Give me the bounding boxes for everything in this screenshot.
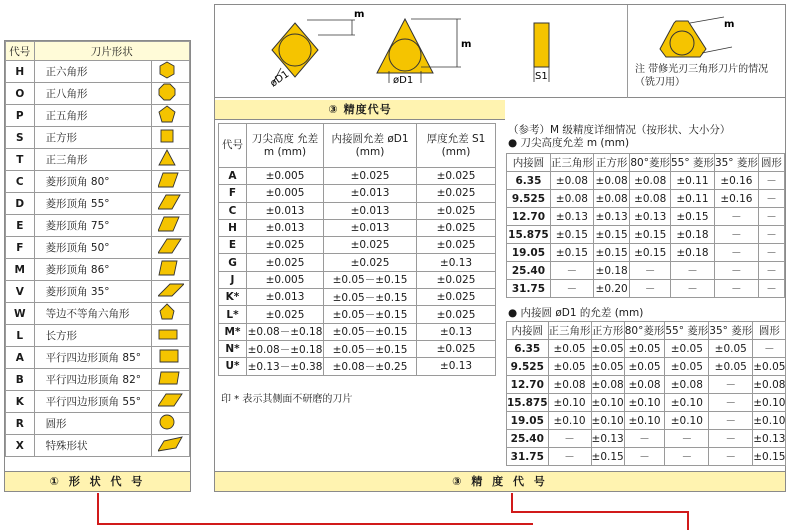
tol-s1: ±0.025 [417, 271, 496, 288]
shape-code: P [6, 105, 35, 127]
ref-value: ±0.15 [593, 226, 629, 244]
ref-value: ±0.16 [714, 190, 758, 208]
tol-code: N* [219, 340, 247, 357]
tolerance-row [219, 202, 496, 219]
ref-value: － [758, 280, 784, 298]
tol-code: C [219, 202, 247, 219]
rhombus-55-icon [152, 193, 190, 215]
shape-name: 等边不等角六角形 [34, 303, 152, 325]
ref-header: 正三角形 [550, 154, 593, 172]
shape-row [6, 127, 190, 149]
label-m-4: m [724, 19, 735, 30]
ref-value: ±0.05 [591, 358, 624, 376]
ref-row [507, 358, 786, 376]
ref-value: ±0.08 [550, 172, 593, 190]
ref-header: 内接圆 [507, 154, 551, 172]
tol-d1: ±0.013 [324, 219, 417, 236]
shape-code: F [6, 237, 35, 259]
shape-row [6, 83, 190, 105]
shape-code-footer: ① 形 状 代 号 [5, 471, 190, 491]
ref-value: － [714, 226, 758, 244]
ref-value: － [548, 448, 591, 466]
shape-code: B [6, 369, 35, 391]
ref-value: － [550, 280, 593, 298]
ref-size: 15.875 [507, 394, 549, 412]
tol-d1: ±0.025 [324, 168, 417, 185]
shape-name: 圆形 [34, 413, 152, 435]
thickness-diagram [505, 5, 585, 98]
ref-value: ±0.08 [593, 190, 629, 208]
ref-value: ±0.10 [665, 394, 709, 412]
ref-value: － [550, 262, 593, 280]
shape-code: L [6, 325, 35, 347]
ref-size: 12.70 [507, 208, 551, 226]
shape-name: 特殊形状 [34, 435, 152, 457]
ref-header: 80°菱形 [630, 154, 671, 172]
shape-row [6, 105, 190, 127]
tolerance-table [218, 123, 496, 376]
tolerance-row [219, 289, 496, 306]
ref-header: 55° 菱形 [665, 322, 709, 340]
shape-name: 平行四边形顶角 55° [34, 391, 152, 413]
ref-value: ±0.05 [709, 358, 753, 376]
parallelogram-55-icon [152, 391, 190, 413]
ref-value: ±0.13 [593, 208, 629, 226]
tolerance-row [219, 219, 496, 236]
ref-value: ±0.08 [753, 376, 786, 394]
ref-value: － [758, 190, 784, 208]
shape-code: D [6, 193, 35, 215]
tol-m: ±0.013 [247, 202, 324, 219]
tol-s1: ±0.13 [417, 323, 496, 340]
ref-value: ±0.05 [624, 358, 665, 376]
rhombus-75-icon [152, 215, 190, 237]
label-m-1: m [354, 9, 365, 20]
tol-code: G [219, 254, 247, 271]
ref-header: 圆形 [753, 322, 786, 340]
tol-s1: ±0.025 [417, 202, 496, 219]
tol-m: ±0.005 [247, 168, 324, 185]
shape-row [6, 281, 190, 303]
ref-value: － [709, 394, 753, 412]
ref-value: ±0.10 [548, 394, 591, 412]
ref-value: ±0.15 [630, 226, 671, 244]
tol-code: F [219, 185, 247, 202]
ref-value: － [714, 262, 758, 280]
ref-row [507, 208, 785, 226]
ref-size: 6.35 [507, 340, 549, 358]
header-shape: 刀片形状 [34, 42, 189, 61]
ref-value: － [758, 172, 784, 190]
octagon-icon [152, 83, 190, 105]
shape-row [6, 149, 190, 171]
tol-s1: ±0.025 [417, 219, 496, 236]
shape-name: 菱形顶角 50° [34, 237, 152, 259]
tol-m: ±0.08－±0.18 [247, 323, 324, 340]
shape-name: 正五角形 [34, 105, 152, 127]
ref-value: ±0.05 [709, 340, 753, 358]
tol-header-d1: 内接圆允差 øD1 (mm) [324, 124, 417, 168]
tol-m: ±0.08－±0.18 [247, 340, 324, 357]
tol-d1: ±0.013 [324, 202, 417, 219]
shape-name: 菱形顶角 55° [34, 193, 152, 215]
ref-value: ±0.13 [753, 430, 786, 448]
tol-d1: ±0.08－±0.25 [324, 358, 417, 375]
ref-value: ±0.15 [753, 448, 786, 466]
square-insert-diagram [215, 5, 365, 98]
triangle-icon [152, 149, 190, 171]
ref-row [507, 226, 785, 244]
ref-size: 12.70 [507, 376, 549, 394]
ref-header: 正三角形 [548, 322, 591, 340]
ref-value: ±0.10 [624, 394, 665, 412]
tolerance-row [219, 358, 496, 375]
connector-line-top [511, 511, 689, 513]
ref-value: ±0.15 [550, 244, 593, 262]
tol-m: ±0.025 [247, 237, 324, 254]
header-code: 代号 [6, 42, 35, 61]
rhombus-86-icon [152, 259, 190, 281]
ref-value: ±0.10 [753, 412, 786, 430]
ref-value: ±0.10 [591, 412, 624, 430]
shape-code: C [6, 171, 35, 193]
tol-s1: ±0.025 [417, 185, 496, 202]
triangle-insert-diagram [365, 5, 475, 98]
shape-name: 正方形 [34, 127, 152, 149]
label-s1: S1 [535, 71, 548, 82]
tol-code: J [219, 271, 247, 288]
connector-line-right [687, 511, 689, 530]
ref-value: － [714, 244, 758, 262]
ref-size: 19.05 [507, 412, 549, 430]
shape-row [6, 259, 190, 281]
shape-name: 菱形顶角 86° [34, 259, 152, 281]
ref-value: ±0.18 [670, 226, 714, 244]
ref-value: ±0.05 [665, 340, 709, 358]
diagram-strip [215, 5, 785, 98]
reference-table-d1 [506, 321, 786, 466]
shape-row [6, 369, 190, 391]
ref-header: 80°菱形 [624, 322, 665, 340]
tol-d1: ±0.013 [324, 185, 417, 202]
tol-s1: ±0.13 [417, 358, 496, 375]
ref-value: － [714, 208, 758, 226]
ref-value: － [670, 262, 714, 280]
ref-value: － [709, 430, 753, 448]
tol-m: ±0.005 [247, 271, 324, 288]
ref-value: ±0.15 [591, 448, 624, 466]
tolerance-panel [214, 4, 786, 492]
tol-header-code: 代号 [219, 124, 247, 168]
shape-code: M [6, 259, 35, 281]
rhombus-50-icon [152, 237, 190, 259]
tolerance-row [219, 323, 496, 340]
ref-value: ±0.08 [624, 376, 665, 394]
connector-line-mid [511, 493, 513, 513]
ref-value: ±0.13 [550, 208, 593, 226]
tolerance-footnote: 印 * 表示其侧面不研磨的刀片 [221, 394, 353, 405]
rhombus-80-icon [152, 171, 190, 193]
shape-row [6, 347, 190, 369]
tol-s1: ±0.025 [417, 289, 496, 306]
tol-code: U* [219, 358, 247, 375]
tol-m: ±0.025 [247, 306, 324, 323]
shape-code-table [5, 41, 190, 457]
ref-value: － [714, 280, 758, 298]
shape-row [6, 413, 190, 435]
connector-line-left [97, 493, 99, 525]
ref-value: ±0.05 [548, 340, 591, 358]
tol-code: K* [219, 289, 247, 306]
shape-code: A [6, 347, 35, 369]
ref-row [507, 430, 786, 448]
tol-d1: ±0.05－±0.15 [324, 323, 417, 340]
ref-value: ±0.16 [714, 172, 758, 190]
tolerance-row [219, 185, 496, 202]
shape-code: E [6, 215, 35, 237]
tolerance-row [219, 271, 496, 288]
ref-value: ±0.10 [548, 412, 591, 430]
shape-name: 菱形顶角 80° [34, 171, 152, 193]
tol-m: ±0.025 [247, 254, 324, 271]
tol-d1: ±0.05－±0.15 [324, 289, 417, 306]
shape-code: K [6, 391, 35, 413]
ref-value: ±0.08 [548, 376, 591, 394]
tol-m: ±0.013 [247, 289, 324, 306]
reference-sub-d1: ● 内接圆 øD1 的允差 (mm) [508, 307, 644, 319]
ref-value: － [709, 376, 753, 394]
shape-code: X [6, 435, 35, 457]
shape-code: R [6, 413, 35, 435]
shape-name: 平行四边形顶角 85° [34, 347, 152, 369]
tolerance-row [219, 168, 496, 185]
tol-code: A [219, 168, 247, 185]
tol-d1: ±0.025 [324, 237, 417, 254]
ref-value: ±0.10 [591, 394, 624, 412]
tol-m: ±0.005 [247, 185, 324, 202]
ref-value: － [758, 208, 784, 226]
ref-value: ±0.15 [630, 244, 671, 262]
ref-value: ±0.20 [593, 280, 629, 298]
ref-value: ±0.15 [670, 208, 714, 226]
wiper-note: 注 带修光刃三角形刀片的情况 （铣刀用） [635, 64, 769, 88]
label-m-2: m [461, 39, 472, 50]
ref-value: ±0.10 [624, 412, 665, 430]
ref-row [507, 280, 785, 298]
ref-value: ±0.08 [630, 190, 671, 208]
ref-header: 55° 菱形 [670, 154, 714, 172]
ref-value: － [630, 262, 671, 280]
ref-value: － [709, 412, 753, 430]
tol-header-m: 刀尖高度 允差m (mm) [247, 124, 324, 168]
ref-size: 9.525 [507, 190, 551, 208]
ref-value: － [665, 430, 709, 448]
ref-row [507, 376, 786, 394]
tol-d1: ±0.05－±0.15 [324, 340, 417, 357]
tol-d1: ±0.05－±0.15 [324, 306, 417, 323]
tol-d1: ±0.05－±0.15 [324, 271, 417, 288]
special-shape-icon [152, 435, 190, 457]
ref-value: ±0.10 [665, 412, 709, 430]
ref-value: － [548, 430, 591, 448]
shape-name: 平行四边形顶角 82° [34, 369, 152, 391]
tol-m: ±0.13－±0.38 [247, 358, 324, 375]
tolerance-row [219, 254, 496, 271]
hexagon-icon [152, 61, 190, 83]
shape-name: 长方形 [34, 325, 152, 347]
ref-size: 19.05 [507, 244, 551, 262]
reference-sub-m: ● 刀尖高度允差 m (mm) [508, 137, 630, 149]
ref-value: ±0.08 [591, 376, 624, 394]
tolerance-row [219, 237, 496, 254]
ref-value: ±0.08 [593, 172, 629, 190]
ref-value: ±0.11 [670, 172, 714, 190]
ref-value: ±0.05 [548, 358, 591, 376]
ref-value: ±0.08 [630, 172, 671, 190]
shape-row [6, 215, 190, 237]
reference-table-m [506, 153, 785, 298]
square-icon [152, 127, 190, 149]
shape-code: T [6, 149, 35, 171]
shape-name: 正八角形 [34, 83, 152, 105]
ref-header: 内接圆 [507, 322, 549, 340]
tol-d1: ±0.025 [324, 254, 417, 271]
connector-line-bottom [97, 523, 533, 525]
parallelogram-82-icon [152, 369, 190, 391]
ref-value: － [665, 448, 709, 466]
ref-value: － [753, 340, 786, 358]
tol-code: H [219, 219, 247, 236]
ref-header: 正方形 [593, 154, 629, 172]
shape-code-panel [4, 40, 191, 492]
tol-code: M* [219, 323, 247, 340]
ref-header: 正方形 [591, 322, 624, 340]
ref-value: ±0.15 [593, 244, 629, 262]
ref-header: 35° 菱形 [709, 322, 753, 340]
ref-value: ±0.11 [670, 190, 714, 208]
ref-value: ±0.18 [670, 244, 714, 262]
ref-value: ±0.08 [665, 376, 709, 394]
ref-value: ±0.05 [624, 340, 665, 358]
ref-value: － [670, 280, 714, 298]
ref-row [507, 262, 785, 280]
ref-value: ±0.05 [591, 340, 624, 358]
tol-code: E [219, 237, 247, 254]
ref-row [507, 340, 786, 358]
parallelogram-85-icon [152, 347, 190, 369]
ref-size: 15.875 [507, 226, 551, 244]
ref-value: － [709, 448, 753, 466]
shape-code: H [6, 61, 35, 83]
ref-header: 圆形 [758, 154, 784, 172]
shape-row [6, 61, 190, 83]
ref-value: ±0.10 [753, 394, 786, 412]
tol-s1: ±0.025 [417, 340, 496, 357]
shape-row [6, 435, 190, 457]
ref-value: ±0.05 [753, 358, 786, 376]
ref-value: － [624, 430, 665, 448]
ref-value: ±0.05 [665, 358, 709, 376]
tol-s1: ±0.025 [417, 306, 496, 323]
shape-name: 正六角形 [34, 61, 152, 83]
tol-s1: ±0.025 [417, 237, 496, 254]
ref-row [507, 172, 785, 190]
ref-size: 25.40 [507, 430, 549, 448]
shape-row [6, 303, 190, 325]
label-d1-1: øD1 [268, 68, 292, 90]
trigon-icon [152, 303, 190, 325]
label-d1-2: øD1 [393, 75, 414, 86]
ref-size: 31.75 [507, 448, 549, 466]
ref-value: ±0.13 [591, 430, 624, 448]
tol-s1: ±0.13 [417, 254, 496, 271]
tolerance-title: ③ 精度代号 [215, 100, 505, 120]
shape-name: 菱形顶角 35° [34, 281, 152, 303]
tol-m: ±0.013 [247, 219, 324, 236]
tol-header-s1: 厚度允差 S1 (mm) [417, 124, 496, 168]
ref-value: ±0.13 [630, 208, 671, 226]
ref-value: － [758, 262, 784, 280]
ref-size: 9.525 [507, 358, 549, 376]
tol-s1: ±0.025 [417, 168, 496, 185]
ref-row [507, 244, 785, 262]
reference-title [508, 124, 786, 150]
rhombus-35-icon [152, 281, 190, 303]
shape-row [6, 325, 190, 347]
ref-value: ±0.15 [550, 226, 593, 244]
ref-value: ±0.08 [550, 190, 593, 208]
shape-code: V [6, 281, 35, 303]
ref-size: 31.75 [507, 280, 551, 298]
ref-size: 6.35 [507, 172, 551, 190]
rectangle-icon [152, 325, 190, 347]
ref-value: － [630, 280, 671, 298]
tolerance-footer: ③ 精 度 代 号 [215, 471, 785, 491]
reference-title-text: （参考）M 级精度详细情况（按形状、大小分） [508, 124, 731, 136]
ref-value: － [758, 226, 784, 244]
tolerance-row [219, 306, 496, 323]
shape-row [6, 391, 190, 413]
shape-code: S [6, 127, 35, 149]
ref-row [507, 448, 786, 466]
pentagon-icon [152, 105, 190, 127]
ref-header: 35° 菱形 [714, 154, 758, 172]
circle-icon [152, 413, 190, 435]
shape-row [6, 171, 190, 193]
ref-value: ±0.18 [593, 262, 629, 280]
ref-row [507, 394, 786, 412]
tolerance-row [219, 340, 496, 357]
shape-name: 菱形顶角 75° [34, 215, 152, 237]
shape-row [6, 193, 190, 215]
ref-value: － [624, 448, 665, 466]
shape-code: W [6, 303, 35, 325]
shape-code: O [6, 83, 35, 105]
shape-name: 正三角形 [34, 149, 152, 171]
ref-row [507, 190, 785, 208]
shape-row [6, 237, 190, 259]
ref-value: － [758, 244, 784, 262]
tol-code: L* [219, 306, 247, 323]
ref-size: 25.40 [507, 262, 551, 280]
ref-row [507, 412, 786, 430]
